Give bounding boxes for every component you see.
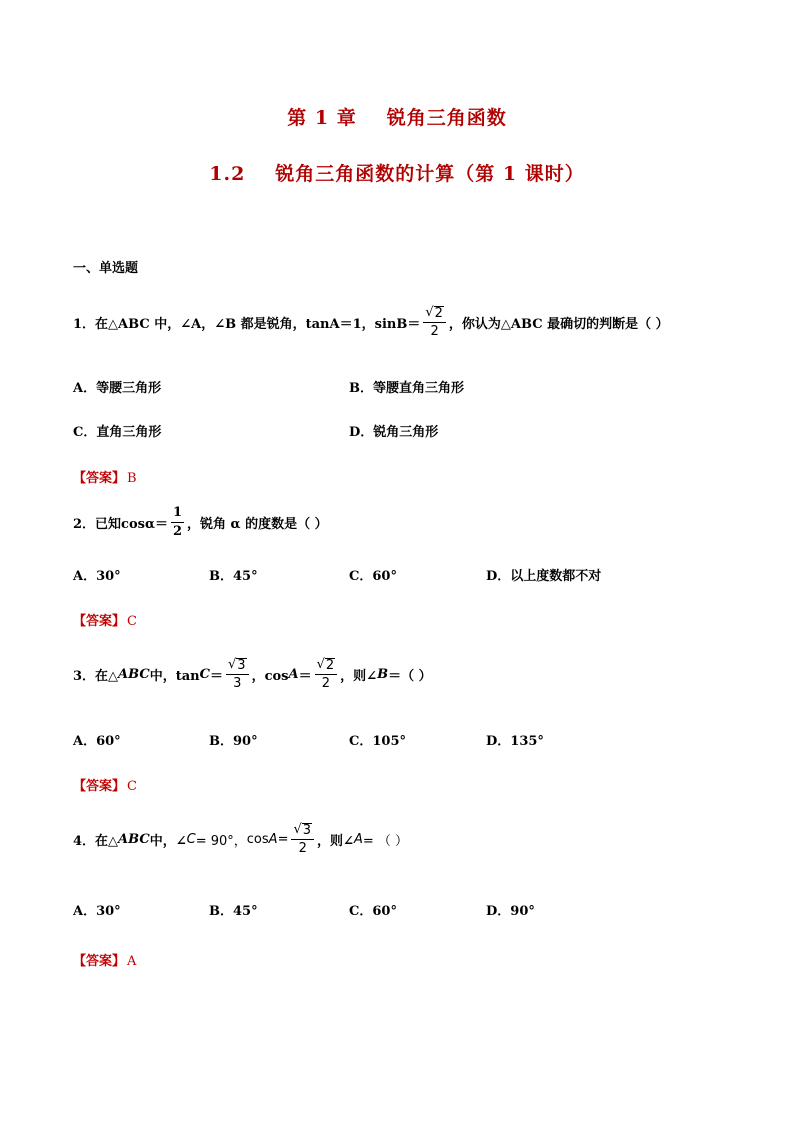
q3-frac2-den: 2 xyxy=(321,676,330,691)
q3-text-end-b: ＝（ ） xyxy=(388,669,432,684)
q3-eq1: ＝ xyxy=(209,669,223,684)
q1-text-after: ，你认为△ABC 最确切的判断是（ ） xyxy=(448,317,669,332)
question-1-stem xyxy=(73,305,669,340)
q1-answer xyxy=(73,467,137,486)
q4-answer-value: A xyxy=(127,954,137,969)
q3-eq2: ＝ xyxy=(298,669,312,684)
q4-letter-a: A xyxy=(268,832,278,847)
answer-tag: 【答案】 xyxy=(73,614,126,629)
section-heading xyxy=(0,159,794,186)
q3-letter-c: C xyxy=(199,667,210,682)
q3-text-b: 中，tan xyxy=(149,669,200,684)
q3-frac1-num: 3 xyxy=(237,658,246,673)
q1-option-d: D．锐角三角形 xyxy=(349,425,439,440)
q3-text-mid: ，cos xyxy=(251,669,289,684)
q4-text-end-b: = （ ） xyxy=(362,834,409,849)
q3-answer xyxy=(73,775,137,794)
q4-letter-a2: A xyxy=(353,832,363,847)
q1-option-b: B．等腰直角三角形 xyxy=(349,381,464,396)
q4-cos: cos xyxy=(246,832,269,847)
q1-option-c: C．直角三角形 xyxy=(73,425,162,440)
q4-answer xyxy=(73,950,136,969)
q4-angle-value: = 90°， xyxy=(195,834,247,849)
q1-answer-value: B xyxy=(127,471,137,486)
section-title: 锐角三角函数的计算（第 1 课时） xyxy=(275,163,585,185)
q3-letter-a: A xyxy=(288,667,299,682)
q1-option-a: A．等腰三角形 xyxy=(73,381,162,396)
answer-tag: 【答案】 xyxy=(73,954,126,969)
q2-option-a: A．30° xyxy=(73,569,121,584)
q4-fraction: √ 3 2 xyxy=(291,822,314,857)
q2-fraction xyxy=(171,505,184,540)
chapter-title: 锐角三角函数 xyxy=(386,107,507,129)
section-number: 1.2 xyxy=(209,163,246,185)
q3-frac1-den: 3 xyxy=(233,676,242,691)
q4-text-a: 4．在△ xyxy=(73,834,119,849)
q1-text-before: 1．在△ABC 中，∠A，∠B 都是锐角，tanA＝1，sinB＝ xyxy=(73,317,421,332)
q1-frac-num: 2 xyxy=(434,306,443,321)
q1-fraction: √ 2 2 xyxy=(423,305,446,340)
q3-fraction-2: √ 2 2 xyxy=(315,657,338,692)
q4-text-b: 中，∠ xyxy=(149,834,187,849)
question-4-stem xyxy=(73,822,408,857)
q2-option-d: D．以上度数都不对 xyxy=(486,569,602,584)
q4-text-end-a: ，则∠ xyxy=(317,834,354,849)
q3-option-d: D．135° xyxy=(486,734,544,749)
q2-answer xyxy=(73,610,137,629)
question-3-stem xyxy=(73,657,432,692)
q2-option-c: C．60° xyxy=(349,569,397,584)
q4-option-d: D．90° xyxy=(486,904,535,919)
q4-eq: = xyxy=(277,832,289,847)
answer-tag: 【答案】 xyxy=(73,779,126,794)
question-type-heading: 一、单选题 xyxy=(73,261,139,276)
q3-answer-value: C xyxy=(127,779,137,794)
q2-frac-num: 1 xyxy=(171,505,184,523)
q3-letter-b: B xyxy=(377,667,389,682)
q2-answer-value: C xyxy=(127,614,137,629)
chapter-number: 第 1 章 xyxy=(287,107,357,129)
q4-letter-c: C xyxy=(186,832,196,847)
chapter-heading xyxy=(0,103,794,130)
q3-text-end-a: ，则∠ xyxy=(340,669,378,684)
q3-triangle-label: ABC xyxy=(118,667,150,682)
q3-text-a: 3．在△ xyxy=(73,669,119,684)
q3-option-b: B．90° xyxy=(209,734,258,749)
q3-option-c: C．105° xyxy=(349,734,406,749)
q4-frac-den: 2 xyxy=(298,841,307,856)
q4-option-c: C．60° xyxy=(349,904,397,919)
q3-fraction-1: √ 3 3 xyxy=(226,657,249,692)
q4-option-b: B．45° xyxy=(209,904,258,919)
q4-option-a: A．30° xyxy=(73,904,121,919)
q4-frac-num: 3 xyxy=(302,823,312,838)
q3-frac2-num: 2 xyxy=(325,658,335,673)
question-2-stem xyxy=(73,505,328,540)
q2-frac-den: 2 xyxy=(172,524,183,539)
q3-option-a: A．60° xyxy=(73,734,121,749)
q2-option-b: B．45° xyxy=(209,569,258,584)
answer-tag: 【答案】 xyxy=(73,471,126,486)
q4-triangle-label: ABC xyxy=(118,832,150,847)
q2-text-after: ，锐角 α 的度数是（ ） xyxy=(187,517,328,532)
q2-text-before: 2．已知cosα＝ xyxy=(73,517,168,532)
q1-frac-den: 2 xyxy=(430,324,439,339)
